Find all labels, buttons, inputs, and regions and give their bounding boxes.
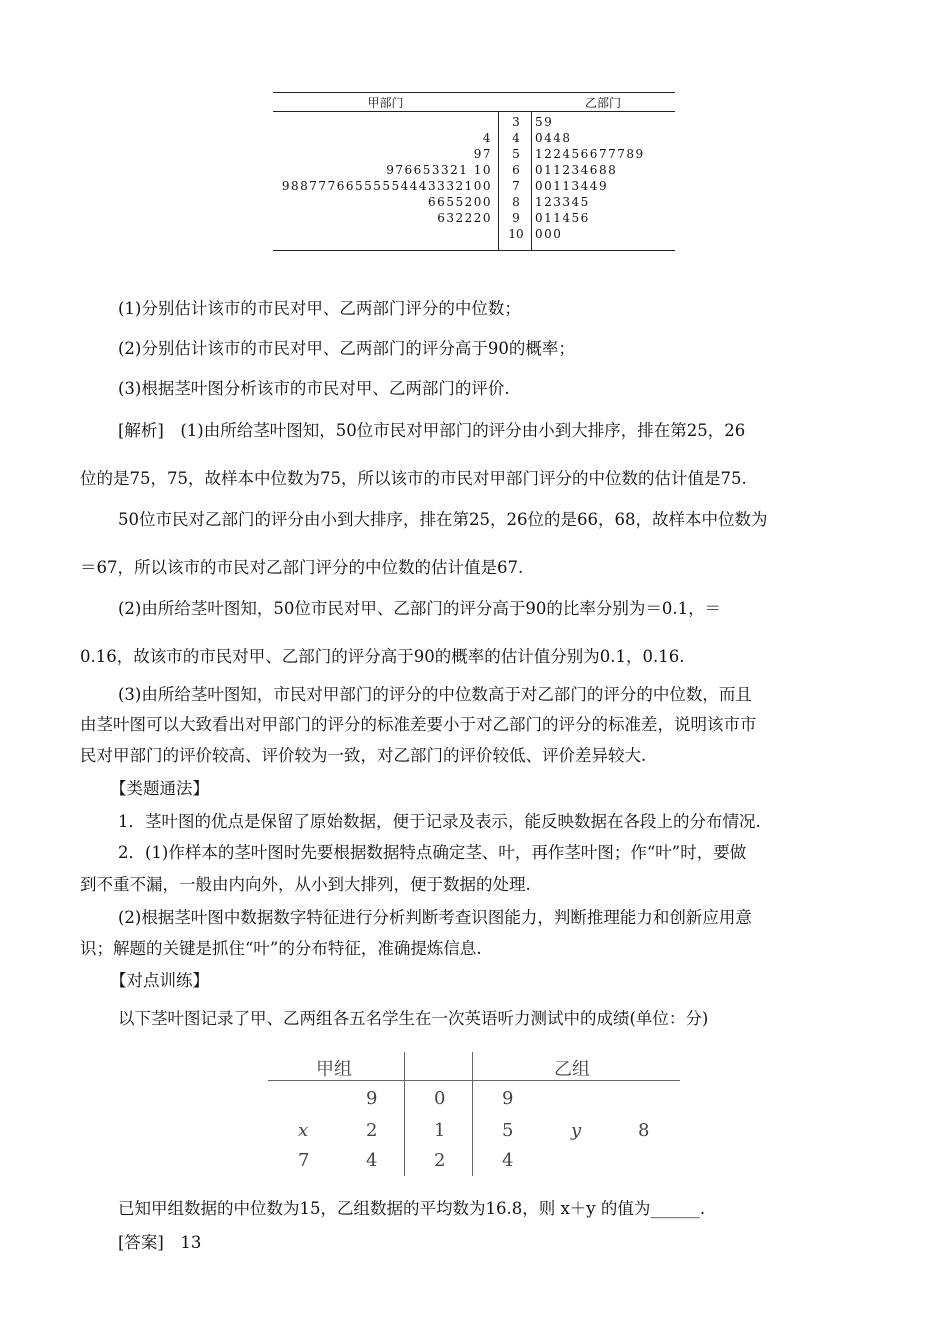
stem-row — [273, 162, 675, 178]
solution-line: (3)由所给茎叶图知，市民对甲部门的评分的中位数高于对乙部门的评分的中位数，而且 — [118, 685, 752, 704]
leaf: 4 — [366, 1150, 378, 1171]
divider-left — [404, 1052, 405, 1176]
leaf-variable-x: x — [298, 1120, 309, 1141]
divider-right — [472, 1052, 473, 1176]
right-leaves: 122456677789 — [535, 147, 645, 161]
left-leaves: 98877766555554443332100 — [281, 179, 492, 193]
left-header: 甲部门 — [367, 96, 404, 110]
left-leaves: 4 — [482, 131, 492, 145]
method-title: 【类题通法】 — [110, 779, 209, 798]
stem-row — [273, 194, 675, 210]
right-leaves: 123345 — [535, 195, 590, 209]
stem: 3 — [512, 115, 520, 129]
leaf-variable-y: y — [571, 1120, 582, 1141]
method-line: 2．(1)作样本的茎叶图时先要根据数据特点确定茎、叶，再作茎叶图；作“叶”时，要做 — [118, 843, 747, 862]
left-leaves: 976653321 10 — [386, 163, 492, 177]
right-header: 乙组 — [554, 1059, 590, 1080]
stem-row — [273, 226, 675, 242]
stem: 7 — [512, 179, 520, 193]
method-line: 1．茎叶图的优点是保留了原始数据，便于记录及表示，能反映数据在各段上的分布情况. — [118, 812, 761, 831]
stem: 2 — [434, 1150, 446, 1171]
solution-line: 由茎叶图可以大致看出对甲部门的评分的标准差要小于对乙部门的评分的标准差，说明该市市 — [80, 715, 757, 734]
stem-row — [273, 210, 675, 226]
training-title: 【对点训练】 — [110, 971, 209, 990]
stem-leaf-table-1 — [273, 92, 675, 251]
stem-row — [273, 130, 675, 146]
right-leaves: 59 — [535, 115, 554, 129]
solution-line: [解析] (1)由所给茎叶图知，50位市民对甲部门的评分由小到大排序，排在第25，26 — [118, 421, 746, 440]
stem-leaf-1-header — [273, 92, 675, 112]
method-line: (2)根据茎叶图中数据数字特征进行分析判断考查识图能力，判断推理能力和创新应用意 — [118, 908, 752, 927]
right-leaves: 00113449 — [535, 179, 609, 193]
stem-leaf-1-body — [273, 112, 675, 251]
final-answer: [答案] 13 — [118, 1233, 202, 1252]
question-1: (1)分别估计该市的市民对甲、乙两部门评分的中位数； — [118, 299, 521, 318]
stem: 5 — [512, 147, 520, 161]
right-leaves: 011456 — [535, 211, 590, 225]
stem: 6 — [512, 163, 520, 177]
leaf: 7 — [298, 1150, 310, 1171]
leaf: 5 — [502, 1120, 514, 1141]
stem: 9 — [512, 211, 520, 225]
stem-row — [273, 178, 675, 194]
left-leaves: 97 — [473, 147, 492, 161]
method-line: 识；解题的关键是抓住“叶”的分布特征，准确提炼信息. — [80, 939, 482, 958]
left-leaves: 6655200 — [428, 195, 492, 209]
leaf: 4 — [502, 1150, 514, 1171]
left-header: 甲组 — [316, 1059, 352, 1080]
stem: 8 — [512, 195, 520, 209]
left-leaves: 632220 — [437, 211, 492, 225]
solution-line: ＝67，所以该市的市民对乙部门评分的中位数的估计值是67. — [80, 558, 524, 577]
solution-line: 民对甲部门的评价较高、评价较为一致，对乙部门的评价较低、评价差异较大. — [80, 746, 647, 765]
right-leaves: 011234688 — [535, 163, 618, 177]
stem-row — [273, 114, 675, 130]
solution-line: 位的是75，75，故样本中位数为75，所以该市的市民对甲部门评分的中位数的估计值是75. — [80, 469, 747, 488]
stem: 4 — [512, 131, 520, 145]
stem: 1 — [434, 1120, 446, 1141]
right-leaves: 0448 — [535, 131, 572, 145]
training-intro: 以下茎叶图记录了甲、乙两组各五名学生在一次英语听力测试中的成绩(单位：分) — [118, 1009, 709, 1028]
solution-line: 0.16，故该市的市民对甲、乙部门的评分高于90的概率的估计值分别为0.1，0.16. — [80, 647, 685, 666]
right-leaves: 000 — [535, 227, 563, 241]
solution-line: (2)由所给茎叶图知，50位市民对甲、乙部门的评分高于90的比率分别为＝0.1，＝ — [118, 599, 722, 618]
leaf: 9 — [502, 1088, 514, 1109]
leaf: 9 — [366, 1088, 378, 1109]
solution-line: 50位市民对乙部门的评分由小到大排序，排在第25，26位的是66，68，故样本中位数为 — [118, 510, 768, 529]
stem: 0 — [434, 1088, 446, 1109]
method-line: 到不重不漏，一般由内向外，从小到大排列，便于数据的处理. — [80, 875, 531, 894]
leaf: 8 — [638, 1120, 650, 1141]
leaf: 2 — [366, 1120, 378, 1141]
stem: 10 — [508, 227, 524, 241]
stem-row — [273, 146, 675, 162]
stem-leaf-table-2 — [268, 1052, 680, 1176]
question-3: (3)根据茎叶图分析该市的市民对甲、乙两部门的评价. — [118, 379, 510, 398]
question-2: (2)分别估计该市的市民对甲、乙两部门的评分高于90的概率； — [118, 339, 575, 358]
final-question: 已知甲组数据的中位数为15，乙组数据的平均数为16.8，则 x＋y 的值为______. — [118, 1199, 706, 1218]
right-header: 乙部门 — [584, 96, 621, 110]
